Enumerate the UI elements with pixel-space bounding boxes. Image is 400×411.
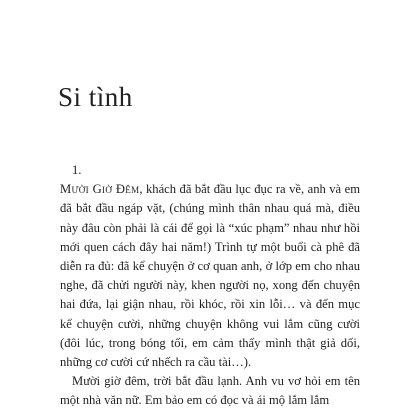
paragraph — [60, 372, 360, 410]
paragraph-lead-smallcaps: Mười Giờ Đêm — [60, 182, 140, 197]
chapter-body — [60, 161, 360, 411]
chapter-title: Si tình — [58, 82, 133, 112]
section-number: 1. — [72, 163, 82, 177]
paragraph-text: , khách đã bắt đầu lục đục ra về, anh và em đã bắt đầu ngáp vặt, (chúng mình thân nhau quá mà, điều này đâu còn phải là cái để gọi là “xúc phạm” nhau như hồi mới quen cách đây hai năm!) Trình tự một buổi cà phê đã diễn ra đủ: đã kể chuyện ở cơ quan anh, ở lớp em cho nhau nghe, đã chửi người này, khen người nọ, xong đến chuyện hai đứa, lại giận nhau, rồi khóc, rồi xin lỗi… và đến mục kể chuyện cười, những chuyện không vui lắm cũng cười (đôi lúc, trong bóng tối, em cảm thấy mình thật giả dối, những cơ cười cứ nhếch ra cầu tài…). — [60, 182, 360, 370]
paragraph-text: Mười giờ đêm, trời bắt đầu lạnh. Anh vu vơ hỏi em tên một nhà văn nữ. Em bảo em có đọc và ái mộ lắm lắm — [60, 374, 360, 408]
paragraph — [60, 180, 360, 372]
